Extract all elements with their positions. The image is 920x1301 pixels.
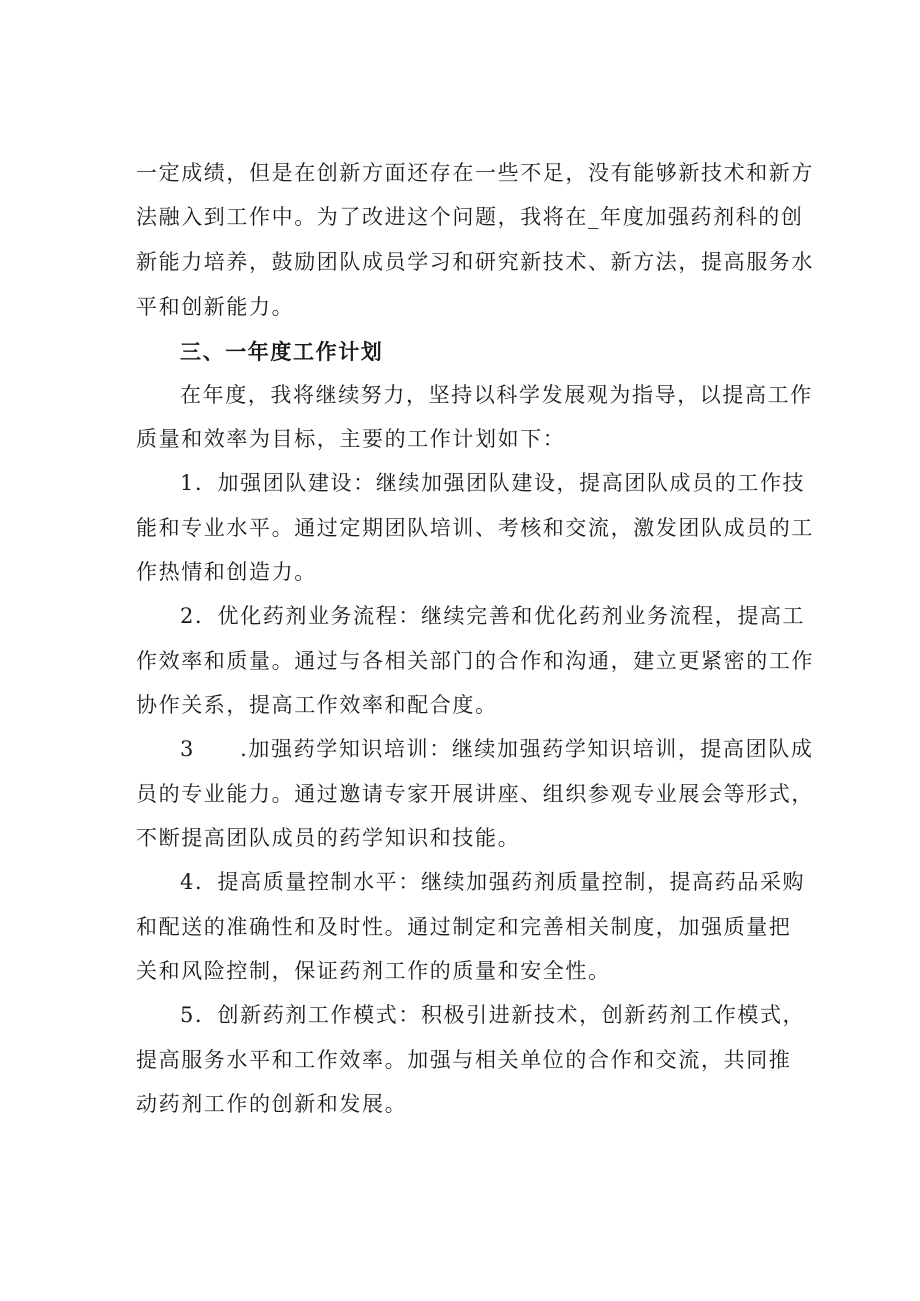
plan-item-line: 作热情和创造力。	[136, 560, 317, 584]
plan-item-line: 提高服务水平和工作效率。加强与相关单位的合作和交流，共同推	[136, 1048, 792, 1072]
plan-item-line: 4．提高质量控制水平：继续加强药剂质量控制，提高药品采购	[180, 870, 806, 894]
plan-item-line: 协作关系，提高工作效率和配合度。	[136, 693, 498, 717]
plan-item-line: 3 .加强药学知识培训：继续加强药学知识培训，提高团队成	[180, 737, 814, 761]
paragraph-line: 法融入到工作中。为了改进这个问题，我将在_年度加强药剂科的创	[136, 205, 804, 229]
intro-line: 质量和效率为目标，主要的工作计划如下：	[136, 427, 566, 451]
plan-item-line: 和配送的准确性和及时性。通过制定和完善相关制度，加强质量把	[136, 915, 792, 939]
plan-item-line: 2．优化药剂业务流程：继续完善和优化药剂业务流程，提高工	[180, 604, 806, 628]
plan-item-line: 作效率和质量。通过与各相关部门的合作和沟通，建立更紧密的工作	[136, 649, 814, 673]
plan-item-line: 员的专业能力。通过邀请专家开展讲座、组织参观专业展会等形式，	[136, 782, 814, 806]
intro-line: 在年度，我将继续努力，坚持以科学发展观为指导，以提高工作	[180, 383, 813, 407]
plan-item-line: 1．加强团队建设：继续加强团队建设，提高团队成员的工作技	[180, 471, 806, 495]
paragraph-line: 平和创新能力。	[136, 295, 295, 319]
plan-item-line: 5．创新药剂工作模式：积极引进新技术，创新药剂工作模式，	[180, 1003, 806, 1027]
section-heading: 三、一年度工作计划	[180, 339, 384, 364]
paragraph-line: 新能力培养，鼓励团队成员学习和研究新技术、新方法，提高服务水	[136, 250, 814, 274]
plan-item-line: 关和风险控制，保证药剂工作的质量和安全性。	[136, 959, 611, 983]
plan-item-line: 能和专业水平。通过定期团队培训、考核和交流，激发团队成员的工	[136, 516, 814, 540]
plan-item-line: 不断提高团队成员的药学知识和技能。	[136, 826, 521, 850]
plan-item-line: 动药剂工作的创新和发展。	[136, 1092, 408, 1116]
paragraph-line: 一定成绩，但是在创新方面还存在一些不足，没有能够新技术和新方	[136, 161, 814, 185]
